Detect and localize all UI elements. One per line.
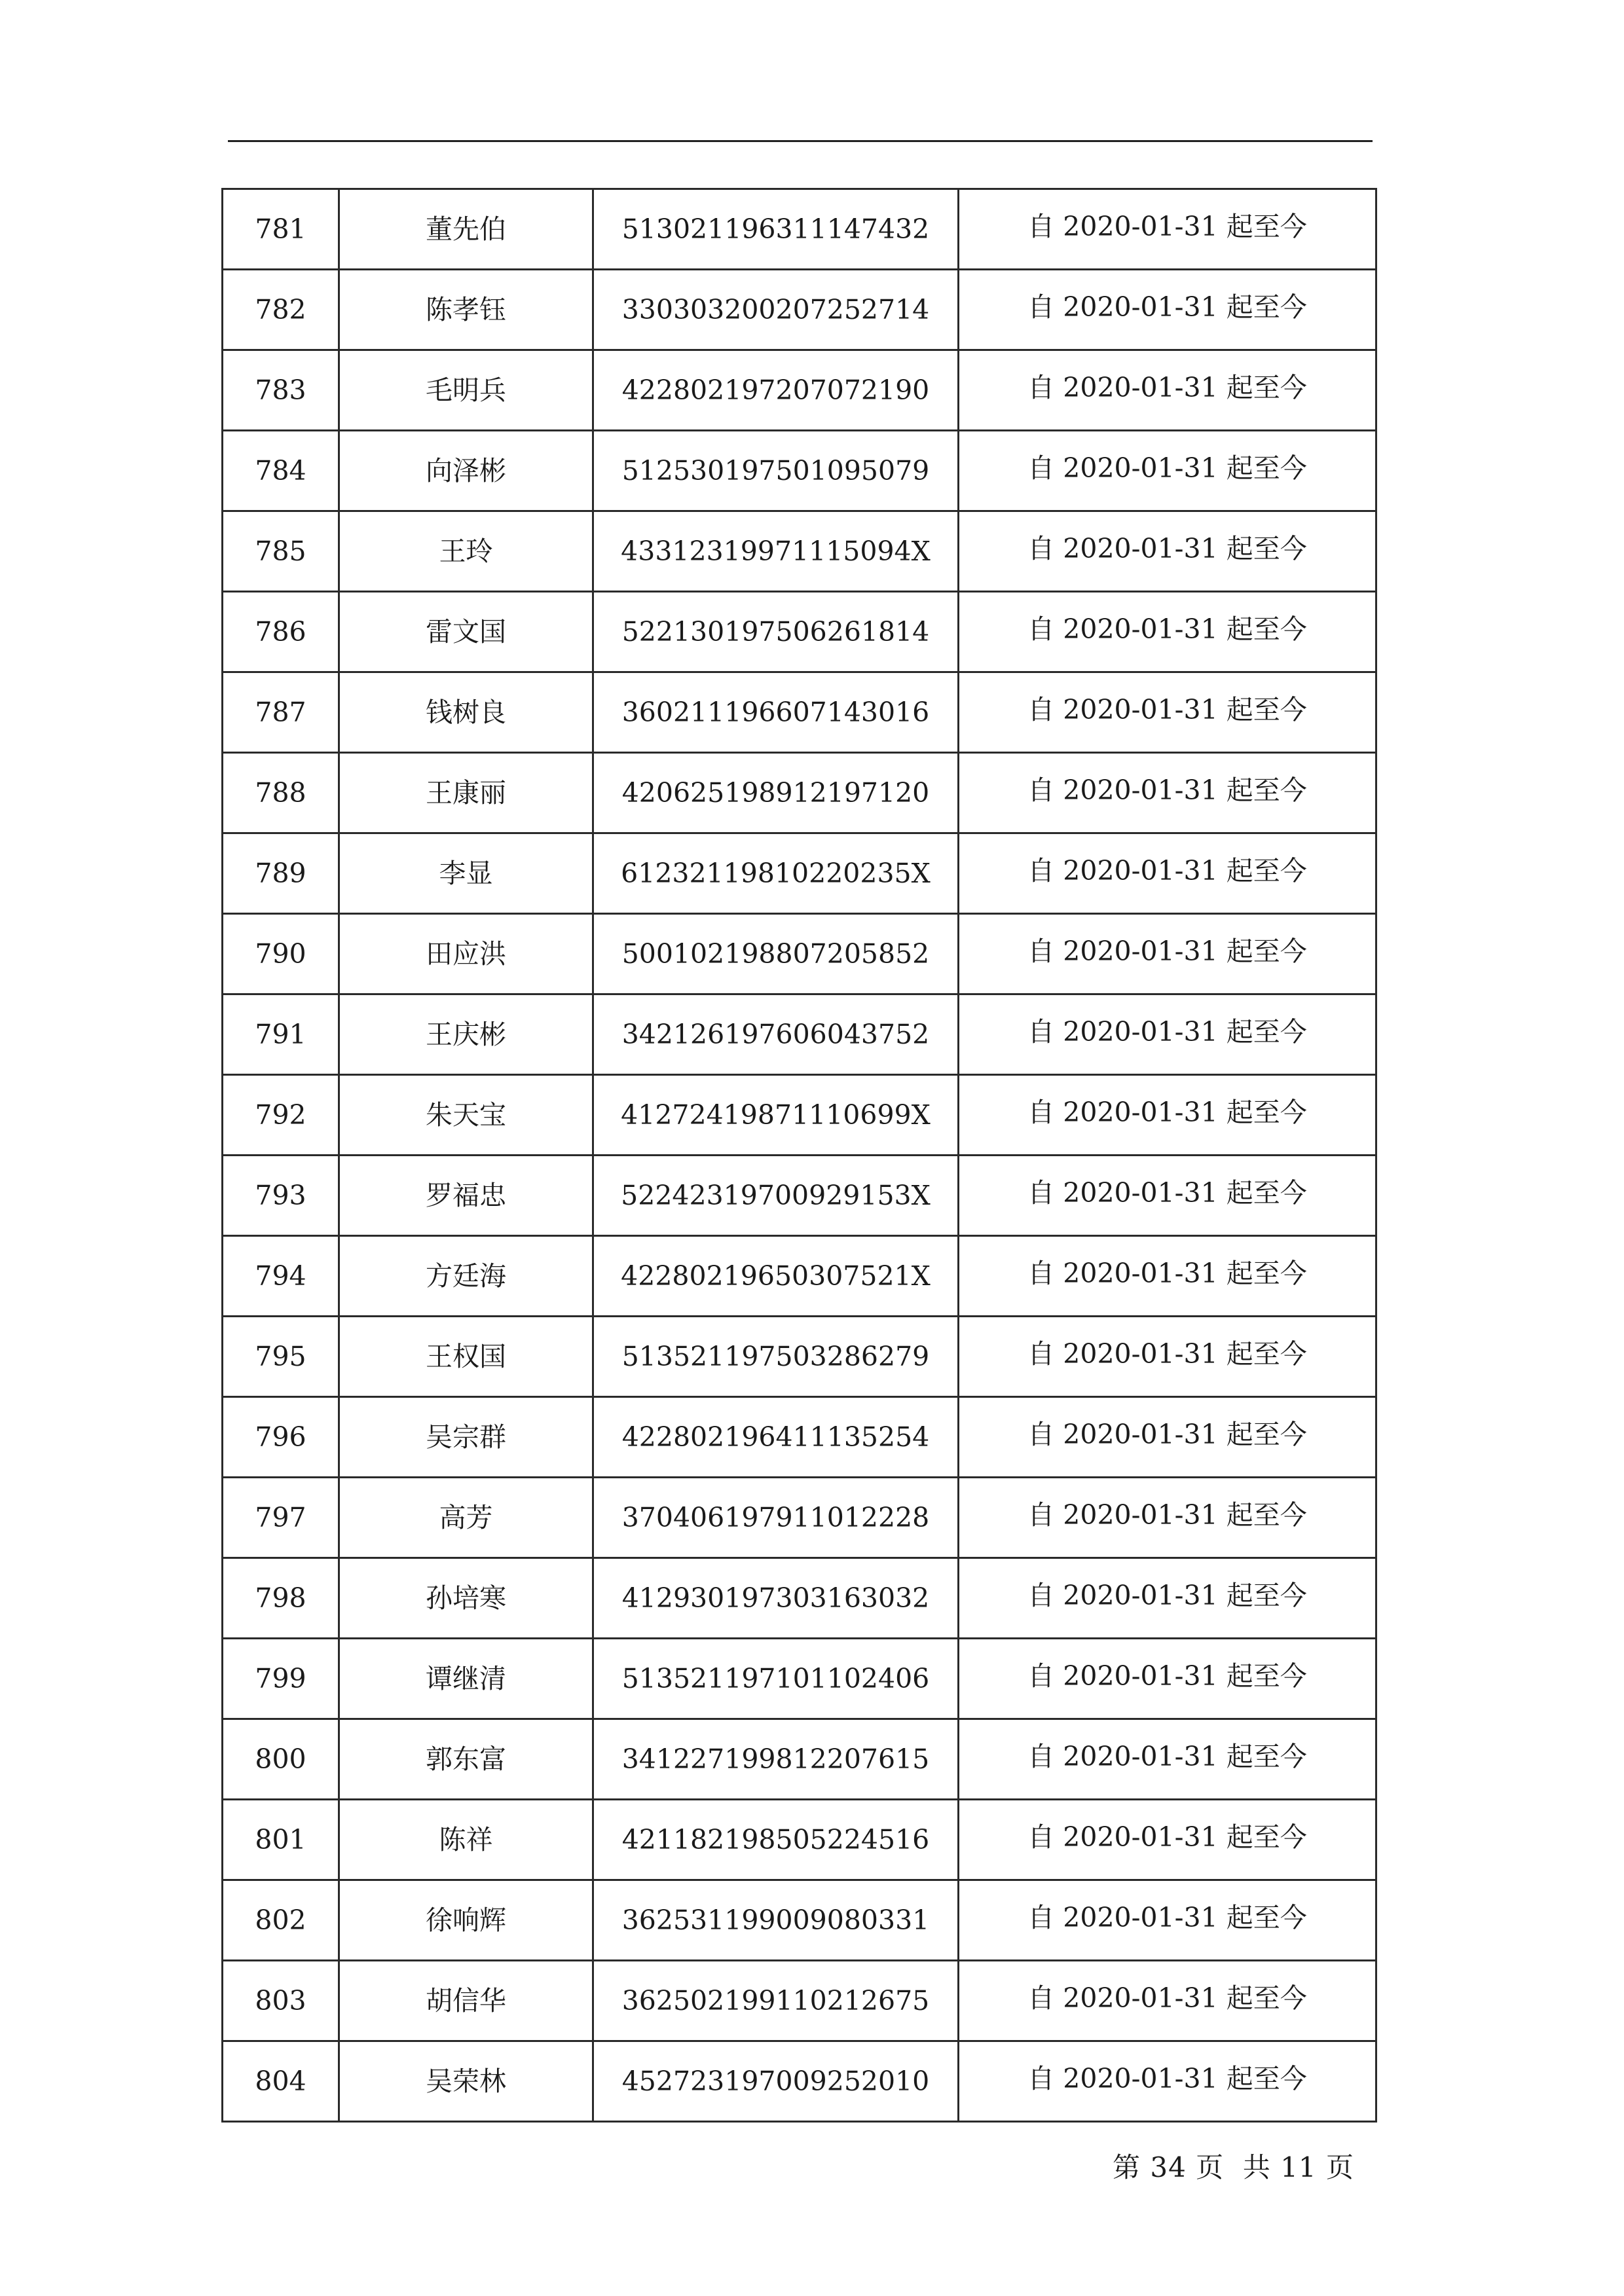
id-number-cell: 513021196311147432 [593,189,959,270]
name-cell: 吴宗群 [339,1397,593,1478]
row-number-cell: 795 [223,1317,339,1397]
row-number-cell: 790 [223,914,339,994]
row-number-cell: 787 [223,672,339,753]
row-number-cell: 783 [223,350,339,431]
id-number-cell: 330303200207252714 [593,270,959,350]
row-number-cell: 794 [223,1236,339,1317]
table-row [223,1719,1376,1800]
name-cell: 罗福忠 [339,1156,593,1236]
header-rule [228,140,1373,142]
period-cell: 自 2020-01-31 起至今 [959,1317,1376,1397]
name-cell: 田应洪 [339,914,593,994]
row-number-cell: 784 [223,431,339,511]
id-number-cell: 41272419871110699X [593,1075,959,1156]
period-cell: 自 2020-01-31 起至今 [959,431,1376,511]
id-number-cell: 452723197009252010 [593,2041,959,2122]
name-cell: 徐响辉 [339,1880,593,1961]
name-cell: 雷文国 [339,592,593,672]
table-row [223,672,1376,753]
name-cell: 向泽彬 [339,431,593,511]
period-cell: 自 2020-01-31 起至今 [959,2041,1376,2122]
table-row [223,1961,1376,2041]
name-cell: 毛明兵 [339,350,593,431]
name-cell: 高芳 [339,1478,593,1558]
period-cell: 自 2020-01-31 起至今 [959,1639,1376,1719]
period-cell: 自 2020-01-31 起至今 [959,592,1376,672]
name-cell: 朱天宝 [339,1075,593,1156]
table-row [223,1317,1376,1397]
table-row [223,1880,1376,1961]
period-cell: 自 2020-01-31 起至今 [959,672,1376,753]
period-cell: 自 2020-01-31 起至今 [959,1558,1376,1639]
id-number-cell: 61232119810220235X [593,833,959,914]
row-number-cell: 781 [223,189,339,270]
table-row [223,1639,1376,1719]
id-number-cell: 522130197506261814 [593,592,959,672]
name-cell: 董先伯 [339,189,593,270]
row-number-cell: 800 [223,1719,339,1800]
id-number-cell: 52242319700929153X [593,1156,959,1236]
row-number-cell: 786 [223,592,339,672]
table-row [223,1156,1376,1236]
id-number-cell: 43312319971115094X [593,511,959,592]
row-number-cell: 788 [223,753,339,833]
table-row [223,833,1376,914]
name-cell: 谭继清 [339,1639,593,1719]
row-number-cell: 804 [223,2041,339,2122]
roster-table [221,188,1377,2123]
period-cell: 自 2020-01-31 起至今 [959,1800,1376,1880]
name-cell: 方廷海 [339,1236,593,1317]
table-row [223,1397,1376,1478]
id-number-cell: 500102198807205852 [593,914,959,994]
row-number-cell: 798 [223,1558,339,1639]
row-number-cell: 797 [223,1478,339,1558]
name-cell: 孙培寒 [339,1558,593,1639]
row-number-cell: 796 [223,1397,339,1478]
table-row [223,1800,1376,1880]
period-cell: 自 2020-01-31 起至今 [959,1880,1376,1961]
period-cell: 自 2020-01-31 起至今 [959,270,1376,350]
table-row [223,2041,1376,2122]
period-cell: 自 2020-01-31 起至今 [959,914,1376,994]
period-cell: 自 2020-01-31 起至今 [959,1075,1376,1156]
id-number-cell: 360211196607143016 [593,672,959,753]
id-number-cell: 513521197503286279 [593,1317,959,1397]
name-cell: 陈祥 [339,1800,593,1880]
id-number-cell: 412930197303163032 [593,1558,959,1639]
roster-table-body [223,189,1376,2122]
table-row [223,914,1376,994]
period-cell: 自 2020-01-31 起至今 [959,350,1376,431]
period-cell: 自 2020-01-31 起至今 [959,833,1376,914]
row-number-cell: 789 [223,833,339,914]
id-number-cell: 513521197101102406 [593,1639,959,1719]
table-row [223,753,1376,833]
id-number-cell: 512530197501095079 [593,431,959,511]
roster-table-wrapper [221,188,1375,2123]
period-cell: 自 2020-01-31 起至今 [959,1478,1376,1558]
id-number-cell: 422802196411135254 [593,1397,959,1478]
name-cell: 胡信华 [339,1961,593,2041]
row-number-cell: 792 [223,1075,339,1156]
row-number-cell: 782 [223,270,339,350]
row-number-cell: 801 [223,1800,339,1880]
id-number-cell: 362502199110212675 [593,1961,959,2041]
id-number-cell: 422802197207072190 [593,350,959,431]
name-cell: 李显 [339,833,593,914]
table-row [223,431,1376,511]
id-number-cell: 420625198912197120 [593,753,959,833]
name-cell: 陈孝钰 [339,270,593,350]
period-cell: 自 2020-01-31 起至今 [959,1397,1376,1478]
period-cell: 自 2020-01-31 起至今 [959,1156,1376,1236]
period-cell: 自 2020-01-31 起至今 [959,511,1376,592]
period-cell: 自 2020-01-31 起至今 [959,1719,1376,1800]
name-cell: 郭东富 [339,1719,593,1800]
page-number-footer: 第 34 页 共 11 页 [1113,2151,1354,2183]
id-number-cell: 370406197911012228 [593,1478,959,1558]
table-row [223,1236,1376,1317]
name-cell: 王康丽 [339,753,593,833]
name-cell: 王玲 [339,511,593,592]
id-number-cell: 42280219650307521X [593,1236,959,1317]
row-number-cell: 793 [223,1156,339,1236]
name-cell: 王权国 [339,1317,593,1397]
table-row [223,1075,1376,1156]
row-number-cell: 791 [223,994,339,1075]
name-cell: 王庆彬 [339,994,593,1075]
id-number-cell: 362531199009080331 [593,1880,959,1961]
id-number-cell: 421182198505224516 [593,1800,959,1880]
table-row [223,994,1376,1075]
name-cell: 吴荣林 [339,2041,593,2122]
row-number-cell: 799 [223,1639,339,1719]
period-cell: 自 2020-01-31 起至今 [959,189,1376,270]
period-cell: 自 2020-01-31 起至今 [959,1236,1376,1317]
period-cell: 自 2020-01-31 起至今 [959,1961,1376,2041]
table-row [223,189,1376,270]
row-number-cell: 803 [223,1961,339,2041]
row-number-cell: 785 [223,511,339,592]
table-row [223,511,1376,592]
table-row [223,1558,1376,1639]
name-cell: 钱树良 [339,672,593,753]
id-number-cell: 342126197606043752 [593,994,959,1075]
table-row [223,1478,1376,1558]
table-row [223,350,1376,431]
id-number-cell: 341227199812207615 [593,1719,959,1800]
row-number-cell: 802 [223,1880,339,1961]
table-row [223,270,1376,350]
period-cell: 自 2020-01-31 起至今 [959,753,1376,833]
table-row [223,592,1376,672]
period-cell: 自 2020-01-31 起至今 [959,994,1376,1075]
